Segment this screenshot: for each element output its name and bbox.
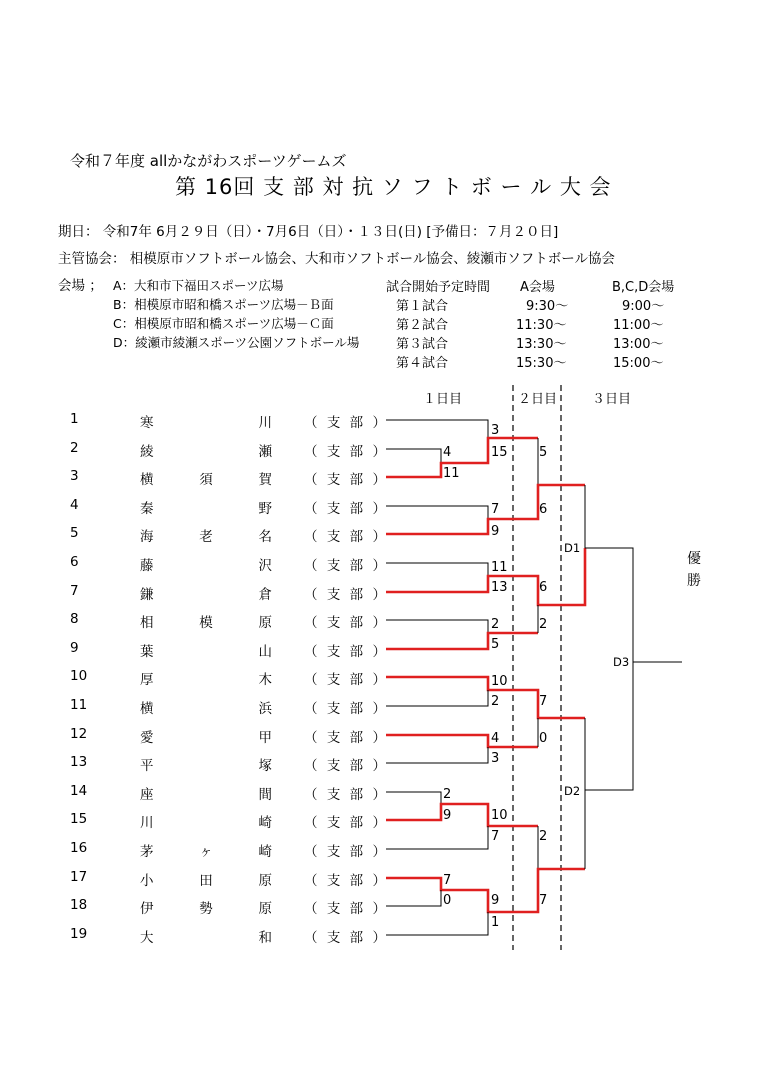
team-number: 16 — [70, 840, 88, 856]
team-name: 相模原 — [140, 615, 272, 631]
winner-path — [386, 633, 538, 649]
score-label: 7 — [491, 502, 500, 517]
score-label: 11 — [491, 560, 508, 575]
score-label: 2 — [443, 787, 452, 802]
match1-label: 第１試合 — [396, 299, 449, 314]
venue-b: B：相模原市昭和橋スポーツ広場－Ｂ面 — [113, 297, 334, 312]
bracket-line — [585, 548, 633, 662]
team-branch: （支部） — [304, 415, 386, 431]
venue-d: D：綾瀬市綾瀬スポーツ公園ソフトボール場 — [113, 335, 360, 350]
score-label: 3 — [491, 751, 500, 766]
team-number: 12 — [70, 726, 88, 742]
winner-path — [386, 485, 585, 534]
score-label: 10 — [491, 808, 508, 823]
team-number: 3 — [70, 468, 79, 484]
winner-path — [386, 677, 585, 718]
team-name: 小田原 — [140, 873, 272, 889]
team-name: 秦野 — [140, 501, 272, 517]
score-label: 9 — [491, 524, 500, 539]
dates-line: 期日： 令和7年 6月２９日（日）・7月6日（日）・１３日(日) [予備日：７月２０日] — [58, 224, 559, 240]
team-number: 2 — [70, 440, 79, 456]
team-branch: （支部） — [304, 873, 386, 889]
score-label: 2 — [491, 694, 500, 709]
time-header-bcd: B,C,D会場 — [612, 280, 675, 295]
team-number: 19 — [70, 926, 88, 942]
bracket-line — [386, 912, 488, 935]
match3-a: 13:30～ — [516, 337, 567, 352]
score-label: 1 — [491, 915, 500, 930]
team-branch: （支部） — [304, 501, 386, 517]
team-branch: （支部） — [304, 529, 386, 545]
team-number: 6 — [70, 554, 79, 570]
team-name: 厚木 — [140, 672, 272, 688]
team-branch: （支部） — [304, 644, 386, 660]
score-label: 5 — [491, 637, 500, 652]
bracket-line — [386, 563, 488, 576]
score-label: 4 — [443, 445, 452, 460]
team-name: 葉山 — [140, 644, 272, 660]
time-header-label: 試合開始予定時間 — [386, 280, 491, 295]
score-label: 15 — [491, 445, 508, 460]
match4-bcd: 15:00～ — [613, 356, 664, 371]
score-label: 7 — [491, 829, 500, 844]
match4-label: 第４試合 — [396, 356, 449, 371]
day1-header: １日目 — [423, 392, 463, 407]
winner-path — [386, 438, 538, 477]
bracket-line — [386, 449, 441, 463]
day3-header: ３日目 — [592, 392, 632, 407]
team-name: 愛甲 — [140, 730, 272, 746]
winner-label: 優勝 — [687, 551, 701, 589]
score-label: 7 — [539, 893, 548, 908]
bracket-line — [386, 890, 441, 906]
team-name: 茅ヶ崎 — [140, 844, 272, 860]
team-number: 1 — [70, 411, 79, 427]
bracket-line — [386, 420, 488, 438]
score-label: 4 — [491, 731, 500, 746]
score-label: 2 — [539, 617, 548, 632]
team-branch: （支部） — [304, 787, 386, 803]
winner-path — [386, 735, 538, 747]
team-number: 18 — [70, 897, 88, 913]
team-branch: （支部） — [304, 472, 386, 488]
score-label: 2 — [539, 829, 548, 844]
score-label: 0 — [539, 731, 548, 746]
match1-bcd: 9:00～ — [622, 299, 665, 314]
team-branch: （支部） — [304, 758, 386, 774]
team-name: 伊勢原 — [140, 901, 272, 917]
score-label: 11 — [443, 466, 460, 481]
bracket-line — [386, 792, 441, 804]
match2-a: 11:30～ — [516, 318, 567, 333]
team-number: 15 — [70, 811, 88, 827]
score-label: 6 — [539, 580, 548, 595]
match3-label: 第３試合 — [396, 337, 449, 352]
team-number: 5 — [70, 525, 79, 541]
match2-bcd: 11:00～ — [613, 318, 664, 333]
bracket-line — [386, 690, 488, 706]
winner-path — [386, 548, 585, 605]
score-label: 13 — [491, 580, 508, 595]
venue-c: C：相模原市昭和橋スポーツ広場－Ｃ面 — [113, 316, 334, 331]
team-name: 川崎 — [140, 815, 272, 831]
team-name: 鎌倉 — [140, 587, 272, 603]
team-number: 11 — [70, 697, 88, 713]
team-name: 大和 — [140, 930, 272, 946]
bracket-line — [386, 620, 488, 633]
venue-a: A：大和市下福田スポーツ広場 — [113, 278, 284, 293]
score-label: 9 — [443, 808, 452, 823]
team-name: 海老名 — [140, 529, 272, 545]
match4-a: 15:30～ — [516, 356, 567, 371]
team-name: 藤沢 — [140, 558, 272, 574]
team-name: 横浜 — [140, 701, 272, 717]
match1-a: 9:30～ — [526, 299, 569, 314]
team-branch: （支部） — [304, 587, 386, 603]
bracket-line — [585, 662, 633, 790]
bracket-line — [386, 826, 488, 849]
team-branch: （支部） — [304, 815, 386, 831]
venue-label: 会場 ； — [58, 278, 103, 294]
label-d2: D2 — [564, 784, 581, 798]
team-branch: （支部） — [304, 901, 386, 917]
team-number: 7 — [70, 583, 79, 599]
score-label: 3 — [491, 423, 500, 438]
team-name: 寒川 — [140, 415, 272, 431]
team-branch: （支部） — [304, 444, 386, 460]
team-number: 8 — [70, 611, 79, 627]
label-d1: D1 — [564, 541, 581, 555]
team-branch: （支部） — [304, 730, 386, 746]
team-number: 4 — [70, 497, 79, 513]
score-label: 9 — [491, 893, 500, 908]
score-label: 2 — [491, 617, 500, 632]
score-label: 0 — [443, 893, 452, 908]
team-name: 座間 — [140, 787, 272, 803]
match2-label: 第２試合 — [396, 318, 449, 333]
label-d3: D3 — [613, 655, 630, 669]
bracket-line — [386, 506, 488, 519]
team-name: 横須賀 — [140, 472, 272, 488]
team-branch: （支部） — [304, 558, 386, 574]
score-label: 7 — [443, 873, 452, 888]
time-header-a: A会場 — [520, 280, 555, 295]
team-branch: （支部） — [304, 844, 386, 860]
day2-header: ２日目 — [518, 392, 558, 407]
score-label: 7 — [539, 694, 548, 709]
team-number: 17 — [70, 869, 88, 885]
hosts-line: 主管協会： 相模原市ソフトボール協会、大和市ソフトボール協会、綾瀬市ソフトボール協会 — [58, 251, 615, 267]
team-number: 9 — [70, 640, 79, 656]
team-number: 13 — [70, 754, 88, 770]
score-label: 10 — [491, 674, 508, 689]
score-label: 6 — [539, 502, 548, 517]
team-number: 10 — [70, 668, 88, 684]
team-name: 綾瀬 — [140, 444, 272, 460]
team-branch: （支部） — [304, 701, 386, 717]
team-branch: （支部） — [304, 615, 386, 631]
page-title: 第 16回 支 部 対 抗 ソ フ ト ボ ー ル 大 会 — [175, 175, 612, 199]
team-branch: （支部） — [304, 672, 386, 688]
subtitle: 令和７年度 allかながわスポーツゲームズ — [70, 152, 347, 170]
match3-bcd: 13:00～ — [613, 337, 664, 352]
team-name: 平塚 — [140, 758, 272, 774]
winner-path — [386, 804, 538, 826]
score-label: 5 — [539, 445, 548, 460]
team-number: 14 — [70, 783, 88, 799]
team-branch: （支部） — [304, 930, 386, 946]
bracket-line — [386, 747, 488, 763]
